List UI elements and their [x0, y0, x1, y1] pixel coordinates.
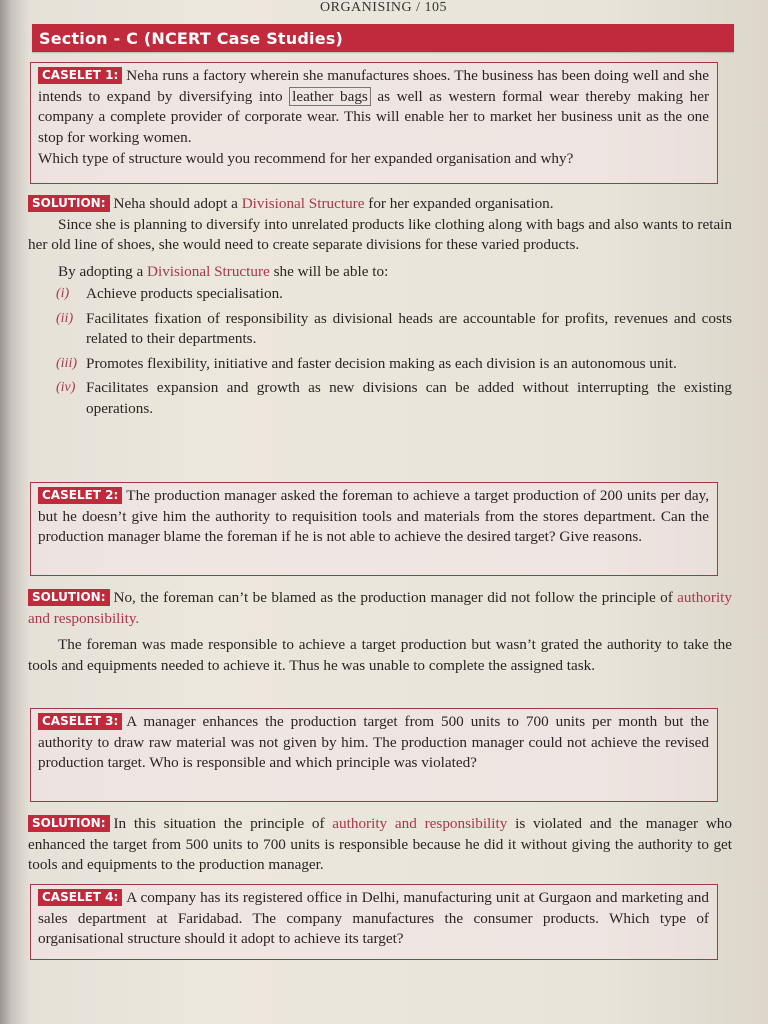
caselet-1-question: Which type of structure would you recommend for her expanded organisation and why? — [38, 150, 574, 167]
solution-2-paragraph: The foreman was made responsible to achieve a target production but wasn’t grated the authority to take the tools and equipments needed to achieve it. Thus he was unable to complete the assigned task. — [28, 636, 732, 674]
caselet-1-text-b: as well as western formal wear thereby making her company a complete provider of corporate wear. This will enable her to market her business unit as the one stop for working women. — [38, 87, 710, 146]
solution-1-lead-a: By adopting a — [58, 262, 148, 280]
section-banner — [32, 24, 734, 52]
solution-1-paragraph: Since she is planning to diversify into unrelated products like clothing along with bags and also wants to retain her old line of shoes, she would need to create separate divisions for these varied products. — [28, 215, 732, 253]
list-item — [28, 309, 732, 350]
list-item-text: Promotes flexibility, initiative and faster decision making as each division is an autonomous unit. — [86, 354, 677, 372]
solution-1-tag: SOLUTION: — [28, 195, 110, 212]
list-item-number: (iii) — [56, 355, 77, 371]
caselet-1-boxed-term: leather bags — [289, 87, 371, 106]
caselet-3-tag: CASELET 3: — [38, 713, 122, 730]
solution-3 — [28, 814, 732, 876]
caselet-1-box — [30, 62, 718, 184]
solution-1-intro-red: Divisional Structure — [241, 195, 365, 212]
caselet-4-tag: CASELET 4: — [38, 889, 122, 906]
solution-1-intro-a: Neha should adopt a — [113, 195, 242, 212]
solution-3-text-red: authority and responsibility — [332, 815, 508, 832]
caselet-4-box — [30, 884, 718, 960]
solution-2 — [28, 588, 732, 676]
list-item — [28, 354, 732, 375]
solution-2-intro: No, the foreman can’t be blamed as the production manager did not follow the principle of — [113, 589, 678, 606]
caselet-3-box — [30, 708, 718, 802]
solution-3-text-b: is violated and the manager who enhanced the target from 500 units to 700 units is responsible because he did it without giving the authority to get tools and equipments to the production manager. — [28, 815, 732, 873]
solution-1-intro-b: for her expanded organisation. — [364, 195, 554, 212]
caselet-4-text: A company has its registered office in Delhi, manufacturing unit at Gurgaon and marketing and sales department at Faridabad. The company manufactures the consumer products. Which type of organisational structure should it adopt to achieve its target? — [38, 889, 709, 947]
solution-2-intro-red: authority and responsibility. — [28, 589, 732, 627]
list-item-number: (ii) — [56, 310, 74, 326]
caselet-1-tag: CASELET 1: — [38, 67, 122, 84]
caselet-1-text-a: Neha runs a factory wherein she manufactures shoes. The business has been doing well and she intends to expand by diversifying into — [38, 67, 709, 105]
section-title: Section - C (NCERT Case Studies) — [39, 29, 344, 48]
page-header: ORGANISING / 105 — [320, 0, 447, 15]
list-item-number: (i) — [56, 286, 70, 301]
solution-3-text-a: In this situation the principle of — [113, 815, 333, 832]
solution-3-tag: SOLUTION: — [28, 815, 110, 832]
solution-1-points — [28, 284, 732, 419]
caselet-3-text: A manager enhances the production target from 500 units to 700 units per month but the authority to draw raw material was not given by him. The production manager could not achieve the revised production target. Who is responsible and which principle was violated? — [38, 713, 709, 771]
list-item — [28, 378, 732, 419]
list-item-text: Facilitates fixation of responsibility as divisional heads are accountable for profits, revenues and costs related to their departments. — [86, 309, 732, 347]
list-item — [28, 284, 732, 305]
caselet-2-box — [30, 482, 718, 576]
list-item-text: Achieve products specialisation. — [86, 285, 283, 302]
list-item-text: Facilitates expansion and growth as new divisions can be added without interrupting the existing operations. — [86, 379, 732, 417]
solution-2-tag: SOLUTION: — [28, 589, 110, 606]
caselet-2-text: The production manager asked the foreman to achieve a target production of 200 units per day, but he doesn’t give him the authority to requisition tools and materials from the stores department. Can the production manager blame the foreman if he is not able to achieve the desired target? Give reasons. — [38, 487, 709, 545]
solution-1 — [28, 194, 732, 423]
list-item-number: (iv) — [56, 380, 76, 395]
caselet-2-tag: CASELET 2: — [38, 487, 122, 504]
solution-1-lead-red: Divisional Structure — [147, 262, 270, 280]
solution-1-lead-b: she will be able to: — [269, 262, 389, 280]
